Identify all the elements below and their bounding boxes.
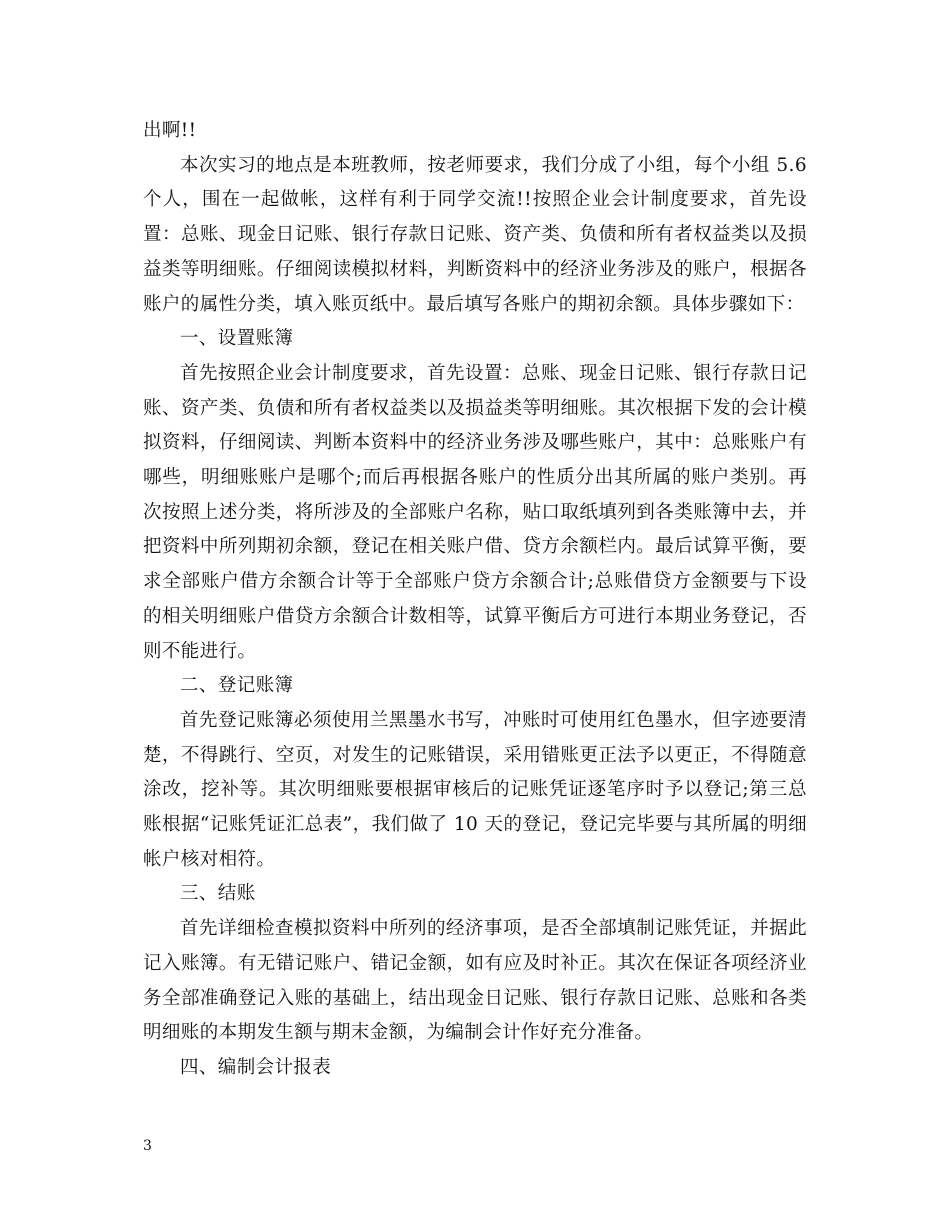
section-body-3: 首先详细检查模拟资料中所列的经济事项，是否全部填制记账凭证，并据此记入账簿。有无错记账户、错记金额，如有应及时补正。其次在保证各项经济业务全部准确登记入账的基础上，结出现金日记账、银行存款日记账、总账和各类明细账的本期发生额与期末金额，为编制会计作好充分准备。 <box>143 918 807 1044</box>
section-body-2: 首先登记账簿必须使用兰黑墨水书写，冲账时可使用红色墨水，但字迹要清楚，不得跳行、空页，对发生的记账错误，采用错账更正法予以更正，不得随意涂改，挖补等。其次明细账要根据审核后的记账凭证逐笔序时予以登记;第三总账根据“记账凭证汇总表”，我们做了 10 天的登记，登记完毕要与其所属的明细帐户核对相符。 <box>143 709 807 870</box>
section-heading-2: 二、登记账簿 <box>180 675 294 697</box>
document-page <box>143 114 807 1086</box>
section-body-1: 首先按照企业会计制度要求，首先设置：总账、现金日记账、银行存款日记账、资产类、负债和所有者权益类以及损益类等明细账。其次根据下发的会计模拟资料，仔细阅读、判断本资料中的经济业务涉及哪些账户，其中：总账账户有哪些，明细账账户是哪个;而后再根据各账户的性质分出其所属的账户类别。再次按照上述分类，将所涉及的全部账户名称，贴口取纸填列到各类账簿中去，并把资料中所列期初余额，登记在相关账户借、贷方余额栏内。最后试算平衡，要求全部账户借方余额合计等于全部账户贷方余额合计;总账借贷方金额要与下设的相关明细账户借贷方余额合计数相等，试算平衡后方可进行本期业务登记，否则不能进行。 <box>143 362 807 662</box>
section-heading-1: 一、设置账簿 <box>180 328 294 350</box>
paragraph-intro: 本次实习的地点是本班教师，按老师要求，我们分成了小组，每个小组 5.6 个人，围在一起做帐，这样有利于同学交流!!按照企业会计制度要求，首先设置：总账、现金日记账、银行存款日记账、资产类、负债和所有者权益类以及损益类等明细账。仔细阅读模拟材料，判断资料中的经济业务涉及的账户，根据各账户的属性分类，填入账页纸中。最后填写各账户的期初余额。具体步骤如下： <box>143 154 807 315</box>
paragraph-fragment: 出啊!! <box>143 120 197 141</box>
page-number: 3 <box>143 1138 152 1154</box>
section-heading-4: 四、编制会计报表 <box>180 1056 332 1078</box>
section-heading-3: 三、结账 <box>180 883 256 905</box>
